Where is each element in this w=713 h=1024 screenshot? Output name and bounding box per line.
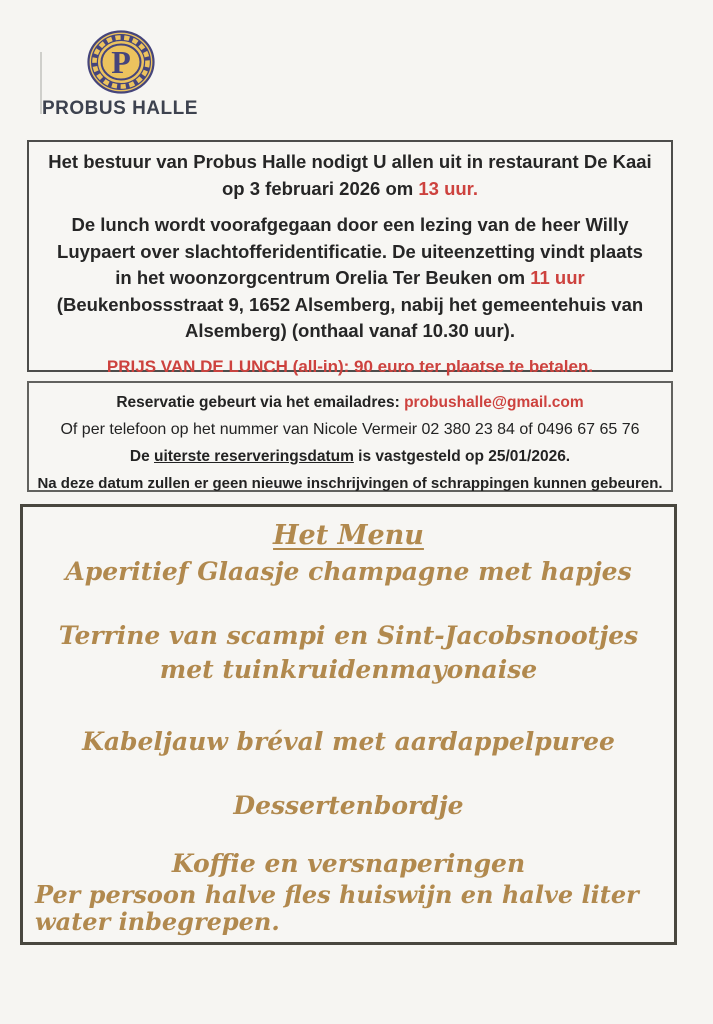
reservation-box — [27, 381, 673, 492]
menu-box — [20, 504, 677, 945]
menu-item-starter: Terrine van scampi en Sint-Jacobsnootjes met tuinkruidenmayonaise — [58, 621, 639, 684]
lecture-line-3 — [29, 265, 671, 292]
lecture-time-highlight: 11 uur — [530, 267, 585, 288]
lecture-line-4: (Beukenbossstraat 9, 1652 Alsemberg, nabij het gemeentehuis van — [56, 293, 644, 315]
menu-footnote: Per persoon halve fles huiswijn en halve liter water inbegrepen. — [35, 880, 639, 936]
invitation-line-1: Het bestuur van Probus Halle nodigt U allen uit in restaurant De Kaai — [48, 151, 652, 172]
lecture-line-3-text: in het woonzorgcentrum Orelia Ter Beuken om — [115, 267, 531, 288]
reservation-email-label: Reservatie gebeurt via het emailadres: — [116, 394, 405, 411]
deadline-post-text: is vastgesteld op 25/01/2026. — [353, 448, 571, 465]
org-name: PROBUS HALLE — [42, 98, 198, 119]
lunch-time-highlight: 13 uur. — [418, 177, 478, 199]
deadline-pre-text: De — [129, 448, 154, 465]
lunch-price-line: PRIJS VAN DE LUNCH (all-in): 90 euro ter plaatse te betalen. — [106, 356, 594, 376]
menu-item-coffee: Koffie en versnaperingen — [171, 849, 526, 878]
logo-block — [42, 30, 222, 120]
reservation-deadline-line — [29, 443, 671, 470]
lecture-line-5: Alsemberg) (onthaal vanaf 10.30 uur). — [184, 320, 515, 341]
reservation-email-line — [29, 389, 671, 416]
reservation-email-address: probushalle@gmail.com — [404, 394, 584, 411]
lecture-line-1: De lunch wordt voorafgegaan door een lezing van de heer Willy — [71, 214, 629, 235]
invitation-line-2 — [29, 176, 671, 203]
lecture-line-2: Luypaert over slachtofferidentificatie. De uiteenzetting vindt plaats — [57, 240, 643, 262]
invitation-box — [27, 140, 673, 376]
invitation-line-2-text: op 3 februari 2026 om — [221, 177, 419, 199]
probus-logo-icon — [87, 30, 155, 94]
reservation-note-line: Na deze datum zullen er geen nieuwe inschrijvingen of schrappingen kunnen gebeuren. — [37, 475, 663, 492]
paragraph-gap — [29, 202, 671, 212]
menu-item-aperitif: Aperitief Glaasje champagne met hapjes — [65, 557, 632, 586]
reservation-phone-line: Of per telefoon op het nummer van Nicole Vermeir 02 380 23 84 of 0496 67 65 76 — [60, 421, 640, 438]
logo-monogram: P — [111, 44, 131, 80]
menu-item-main: Kabeljauw bréval met aardappelpuree — [82, 727, 615, 756]
deadline-underlined-text: uiterste reserveringsdatum — [154, 448, 354, 465]
menu-title: Het Menu — [273, 520, 424, 551]
menu-item-dessert: Dessertenbordje — [233, 791, 464, 820]
